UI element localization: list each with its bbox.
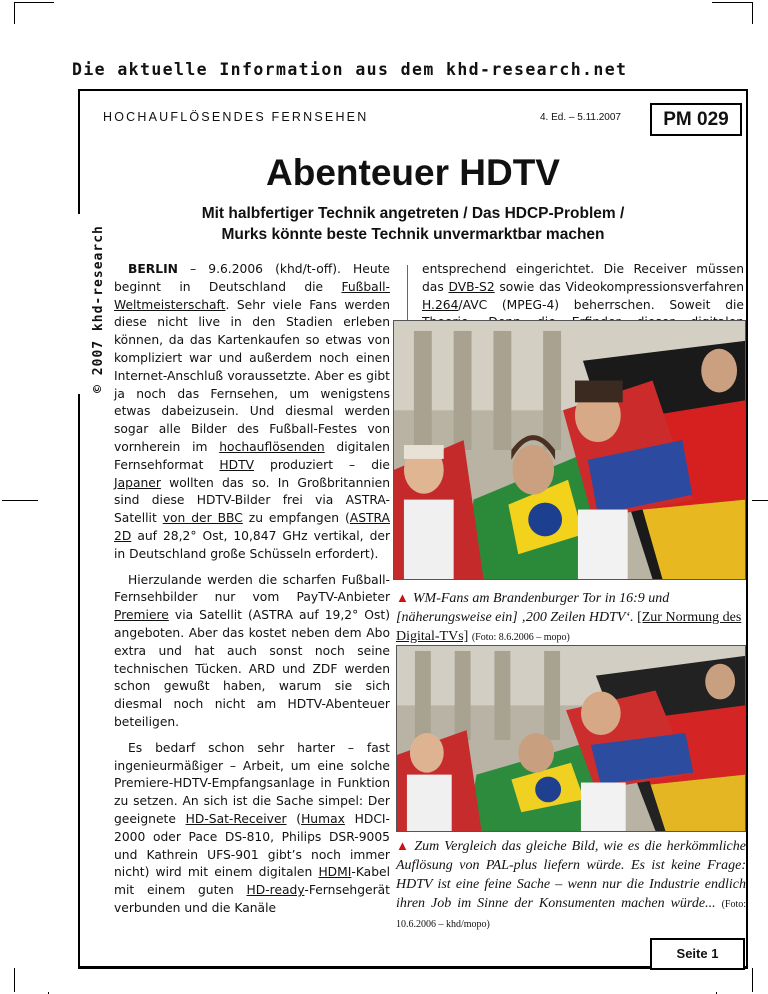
page-number: Seite 1	[650, 938, 745, 970]
photo-credit: (Foto: 10.6.2006 – khd/mopo)	[396, 899, 747, 930]
crop-mark	[752, 968, 753, 992]
caption-marker-icon: ▲	[396, 838, 411, 853]
crop-mark	[14, 2, 15, 24]
copyright-notice: © 2007 khd-research	[91, 225, 106, 393]
text: digitalen Fernsehformat	[114, 439, 390, 472]
caption-marker-icon: ▲	[396, 590, 409, 605]
text: sowie das Videokompressionsverfahren	[494, 279, 744, 294]
article-headline: Abenteuer HDTV	[266, 152, 560, 193]
paragraph	[114, 572, 390, 732]
frame-border-bottom	[78, 966, 748, 969]
text: wollten das so. In Großbritannien sind diese HDTV-Bilder frei via ASTRA-Satellit	[114, 475, 390, 526]
fans-photo-illustration	[397, 646, 745, 831]
subhead-line: Mit halbfertiger Technik angetreten / Das HDCP-Problem /	[201, 205, 625, 222]
text: produziert – die	[254, 457, 390, 472]
photo-fans-hdtv	[393, 320, 746, 580]
edition-date: 4. Ed. – 5.11.2007	[540, 112, 621, 123]
dateline: BERLIN	[128, 262, 178, 276]
link-h264[interactable]: H.264	[422, 297, 459, 312]
link-dvb-s2[interactable]: DVB-S2	[448, 279, 495, 294]
photo-caption-1	[396, 588, 746, 647]
crop-mark	[752, 500, 768, 501]
crop-mark	[2, 500, 38, 501]
photo-fans-pal	[396, 645, 746, 832]
frame-border-top	[78, 89, 748, 91]
paragraph	[114, 740, 390, 918]
frame-border-right	[746, 89, 748, 969]
paragraph	[114, 261, 390, 564]
crop-mark	[712, 2, 752, 3]
link-hdtv[interactable]: HDTV	[219, 457, 255, 472]
crop-mark	[752, 2, 753, 24]
link-premiere[interactable]: Premiere	[114, 608, 169, 623]
text: (	[286, 811, 302, 826]
text: . Sehr viele Fans werden diese nicht live in den Stadien erleben können, da das Kartenkaufen so etwas von kompliziert war und außerdem noch einen Internet-Anschluß voraussetzte. Aber es gibt ja noch das Fernsehen, um wenigstens etwas dabeizusein. Und diesmal werden sogar alle Bilder des Fußball-Festes von vornherein im	[114, 297, 390, 454]
photo-caption-2	[396, 836, 746, 934]
article-subheadline	[140, 203, 686, 245]
link-fussball-wm[interactable]: Fußball-Weltmeisterschaft	[114, 279, 390, 312]
link-hdmi[interactable]: HDMI	[318, 865, 352, 880]
text: HDCI-2000 oder Pace DS-810, Philips DSR-9005 und Kathrein UFS-901 gibt’s noch immer nicht) wird mit einem digitalen	[114, 811, 390, 880]
press-release-number: PM 029	[650, 103, 742, 136]
text: -Kabel mit einem guten	[114, 865, 390, 898]
link-astra-2d[interactable]: ASTRA 2D	[114, 511, 390, 543]
crop-mark	[14, 968, 15, 992]
photo-credit: (Foto: 8.6.2006 – mopo)	[471, 632, 570, 643]
text: Es bedarf schon sehr harter – fast ingenieurmäßiger – Arbeit, um eine solche Premiere-HDTV-Empfangsanlage in Funktion zu setzen. An sich ist die Sache simpel: Der geeignete	[114, 740, 390, 826]
text: – 9.6.2006 (khd/t-off). Heute beginnt in Deutschland die	[114, 262, 390, 294]
text: zu empfangen (	[242, 511, 350, 526]
link-hochaufloesend[interactable]: hochauflösenden	[219, 439, 325, 454]
section-title: HOCHAUFLÖSENDES FERNSEHEN	[103, 110, 369, 124]
text: -Fernsehgerät verbunden und die Kanäle	[114, 883, 390, 915]
crop-mark	[14, 2, 54, 3]
text: Hierzulande werden die scharfen Fußball-Fernsehbilder nur vom PayTV-Anbieter	[114, 572, 390, 605]
link-bbc[interactable]: von der BBC	[162, 511, 243, 526]
text: auf 28,2° Ost, 10,847 GHz vertikal, der in Deutschland große Schüsseln erfordert).	[114, 528, 390, 561]
caption-text: WM-Fans am Brandenburger Tor in 16:9 und [näherungsweise ein] ‚200 Zeilen HDTV‘.	[396, 591, 670, 625]
link-japaner[interactable]: Japaner	[114, 475, 161, 490]
publication-tagline: Die aktuelle Information aus dem khd-research.net	[72, 60, 628, 79]
link-humax[interactable]: Humax	[301, 811, 345, 826]
link-normung-digital-tv[interactable]: [Zur Normung des Digital-TVs]	[396, 610, 742, 644]
text: via Satellit (ASTRA auf 19,2° Ost) angeboten. Aber das kostet neben dem Abo extra und hat auch sonst noch seine technischen Tücken. ARD und ZDF werden schon gewußt haben, warum sie sich diesmal noch nicht am HDTV-Abenteuer beteiligen.	[114, 608, 390, 729]
link-hd-ready[interactable]: HD-ready	[246, 883, 305, 898]
text: entsprechend eingerichtet. Die Receiver müssen das	[422, 262, 744, 294]
caption-text: Zum Vergleich das gleiche Bild, wie es die herkömmliche Auflösung von PAL-plus liefern würde. Es ist keine Frage: HDTV ist eine feine Sache – wenn nur die Industrie endlich ihren Job im Sinne der Konsumenten machen würde...	[396, 839, 746, 911]
subhead-line: Murks könnte beste Technik unvermarktbar machen	[221, 226, 605, 243]
text: /AVC (MPEG-4) beherrschen. Soweit die	[458, 297, 744, 312]
article-column-left	[114, 261, 390, 918]
link-hd-sat-receiver[interactable]: HD-Sat-Receiver	[185, 811, 287, 826]
fans-photo-illustration	[394, 321, 745, 579]
